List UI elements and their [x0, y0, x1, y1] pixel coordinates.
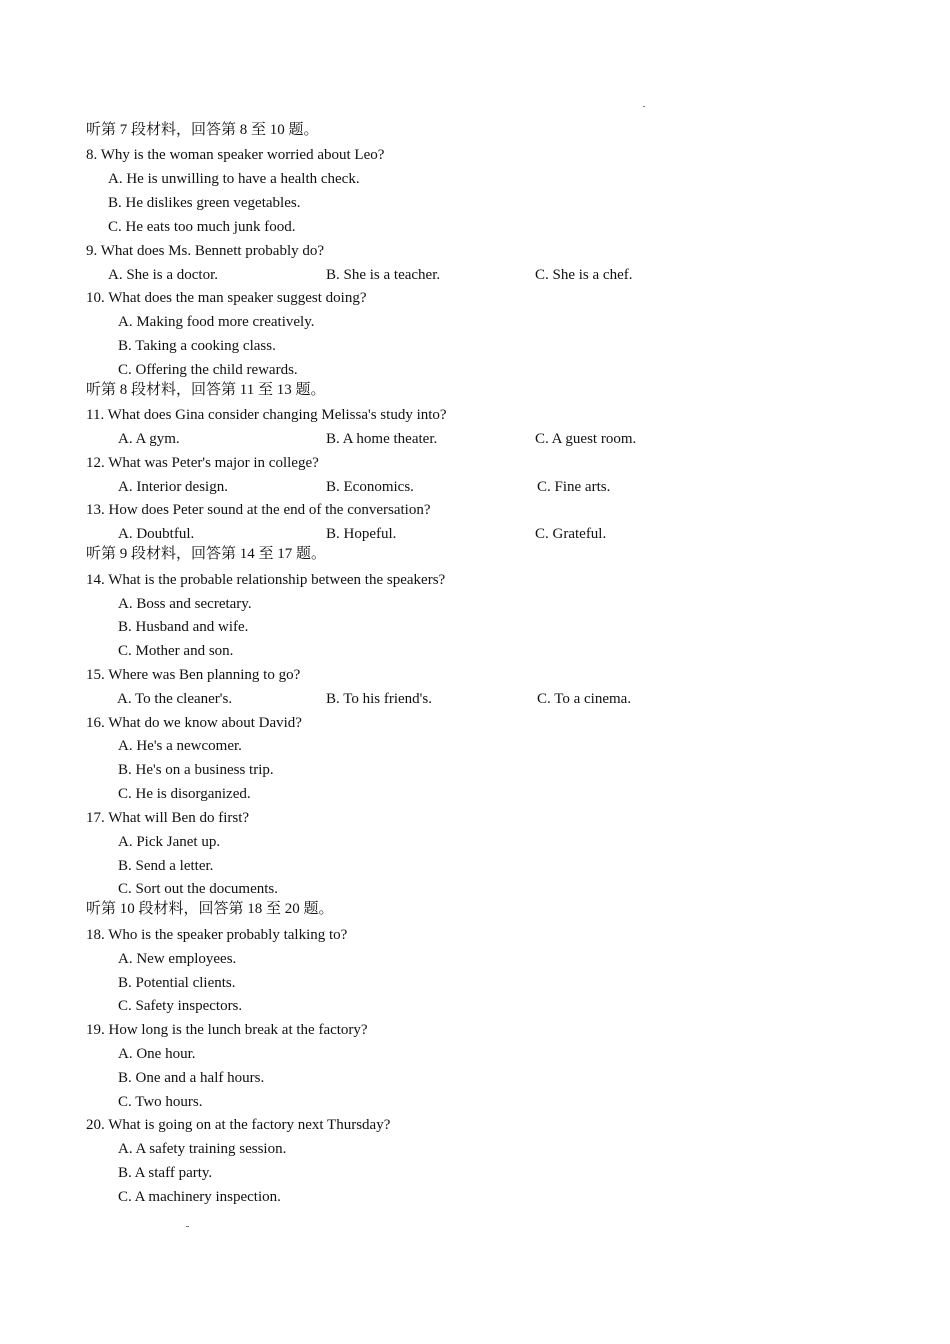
- question-stem: 18. Who is the speaker probably talking to?: [86, 927, 348, 943]
- option-a: A. Boss and secretary.: [118, 596, 252, 612]
- option-b: B. Potential clients.: [118, 975, 236, 991]
- option-c: C. Offering the child rewards.: [118, 362, 298, 378]
- section-header: 听第 7 段材料，回答第 8 至 10 题。: [86, 122, 319, 138]
- option-a: A. He is unwilling to have a health check.: [108, 171, 360, 187]
- option-b: B. Hopeful.: [326, 526, 397, 542]
- option-c: C. He is disorganized.: [118, 786, 251, 802]
- question-stem: 8. Why is the woman speaker worried about Leo?: [86, 147, 385, 163]
- option-c: C. A guest room.: [535, 431, 637, 447]
- option-b: B. To his friend's.: [326, 691, 432, 707]
- section-header: 听第 8 段材料，回答第 11 至 13 题。: [86, 382, 326, 398]
- question-stem: 17. What will Ben do first?: [86, 810, 250, 826]
- question-stem: 9. What does Ms. Bennett probably do?: [86, 243, 325, 259]
- option-a: A. One hour.: [118, 1046, 196, 1062]
- option-a: A. New employees.: [118, 951, 237, 967]
- option-c: C. He eats too much junk food.: [108, 219, 296, 235]
- option-c: C. Grateful.: [535, 526, 607, 542]
- option-b: B. Send a letter.: [118, 858, 214, 874]
- option-a: A. Doubtful.: [118, 526, 195, 542]
- section-header: 听第 9 段材料，回答第 14 至 17 题。: [86, 546, 327, 562]
- question-stem: 19. How long is the lunch break at the factory?: [86, 1022, 368, 1038]
- option-c: C. She is a chef.: [535, 267, 633, 283]
- option-c: C. Safety inspectors.: [118, 998, 243, 1014]
- option-b: B. He's on a business trip.: [118, 762, 274, 778]
- section-header: 听第 10 段材料，回答第 18 至 20 题。: [86, 901, 334, 917]
- page-mark-bottom: [186, 1226, 189, 1227]
- option-b: B. He dislikes green vegetables.: [108, 195, 301, 211]
- option-a: A. A safety training session.: [118, 1141, 287, 1157]
- option-c: C. Two hours.: [118, 1094, 203, 1110]
- option-c: C. To a cinema.: [537, 691, 632, 707]
- page-mark-top: [643, 106, 645, 107]
- question-stem: 20. What is going on at the factory next Thursday?: [86, 1117, 391, 1133]
- option-b: B. Husband and wife.: [118, 619, 249, 635]
- question-stem: 13. How does Peter sound at the end of the conversation?: [86, 502, 431, 518]
- question-stem: 15. Where was Ben planning to go?: [86, 667, 301, 683]
- option-c: C. A machinery inspection.: [118, 1189, 281, 1205]
- option-b: B. A staff party.: [118, 1165, 213, 1181]
- option-c: C. Fine arts.: [537, 479, 611, 495]
- option-b: B. Taking a cooking class.: [118, 338, 276, 354]
- option-a: A. To the cleaner's.: [117, 691, 233, 707]
- option-b: B. One and a half hours.: [118, 1070, 265, 1086]
- option-b: B. A home theater.: [326, 431, 438, 447]
- option-b: B. Economics.: [326, 479, 414, 495]
- question-stem: 14. What is the probable relationship between the speakers?: [86, 572, 446, 588]
- question-stem: 16. What do we know about David?: [86, 715, 302, 731]
- option-c: C. Sort out the documents.: [118, 881, 278, 897]
- option-a: A. She is a doctor.: [108, 267, 218, 283]
- option-a: A. Interior design.: [118, 479, 228, 495]
- question-stem: 10. What does the man speaker suggest doing?: [86, 290, 367, 306]
- option-a: A. He's a newcomer.: [118, 738, 242, 754]
- question-stem: 11. What does Gina consider changing Melissa's study into?: [86, 407, 447, 423]
- option-a: A. A gym.: [118, 431, 180, 447]
- option-c: C. Mother and son.: [118, 643, 234, 659]
- option-a: A. Making food more creatively.: [118, 314, 315, 330]
- option-b: B. She is a teacher.: [326, 267, 441, 283]
- option-a: A. Pick Janet up.: [118, 834, 221, 850]
- question-stem: 12. What was Peter's major in college?: [86, 455, 319, 471]
